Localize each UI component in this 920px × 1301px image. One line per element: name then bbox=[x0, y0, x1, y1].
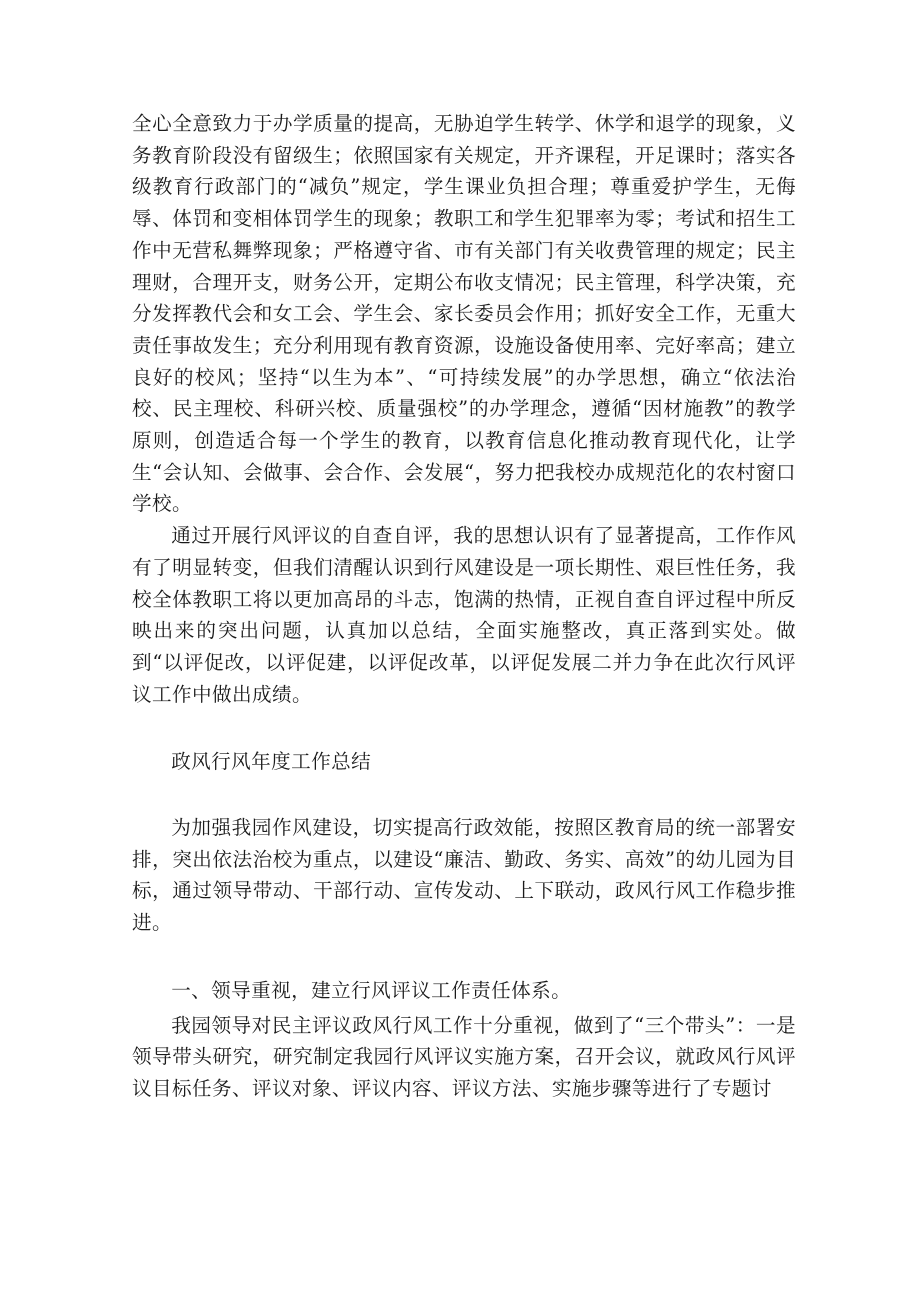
paragraph-school-measures: 全心全意致力于办学质量的提高，无胁迫学生转学、休学和退学的现象，义务教育阶段没有留级生；依照国家有关规定，开齐课程，开足课时；落实各级教育行政部门的“减负”规定，学生课业负担合理；尊重爱护学生，无侮辱、体罚和变相体罚学生的现象；教职工和学生犯罪率为零；考试和招生工作中无营私舞弊现象；严格遵守省、市有关部门有关收费管理的规定；民主理财，合理开支，财务公开，定期公布收支情况；民主管理，科学决策，充分发挥教代会和女工会、学生会、家长委员会作用；抓好安全工作，无重大责任事故发生；充分利用现有教育资源，设施设备使用率、完好率高；建立良好的校风；坚持“以生为本”、“可持续发展”的办学思想，确立“依法治校、民主理校、科研兴校、质量强校”的办学理念，遵循“因材施教”的教学原则，创造适合每一个学生的教育，以教育信息化推动教育现代化，让学生“会认知、会做事、会合作、会发展“，努力把我校办成规范化的农村窗口学校。 bbox=[132, 112, 796, 516]
section-title: 政风行风年度工作总结 bbox=[171, 750, 372, 774]
paragraph-leadership: 我园领导对民主评议政风行风工作十分重视，做到了“三个带头”：一是领导带头研究，研究制定我园行风评议实施方案，召开会议，就政风行风评议目标任务、评议对象、评议内容、评议方法、实施步骤等进行了专题讨 bbox=[132, 1013, 796, 1100]
document-page bbox=[132, 108, 796, 1105]
paragraph-self-evaluation: 通过开展行风评议的自查自评，我的思想认识有了显著提高，工作作风有了明显转变，但我们清醒认识到行风建设是一项长期性、艰巨性任务，我校全体教职工将以更加高昂的斗志，饱满的热情，正视自查自评过程中所反映出来的突出问题，认真加以总结，全面实施整改，真正落到实处。做到“以评促改，以评促建，以评促改革，以评促发展二并力争在此次行风评议工作中做出成绩。 bbox=[132, 524, 796, 706]
heading-leadership: 一、领导重视，建立行风评议工作责任体系。 bbox=[171, 978, 572, 1002]
paragraph-intro: 为加强我园作风建设，切实提高行政效能，按照区教育局的统一部署安排，突出依法治校为重点，以建设“廉洁、勤政、务实、高效”的幼儿园为目标，通过领导带动、干部行动、宣传发动、上下联动，政风行风工作稳步推进。 bbox=[132, 816, 796, 935]
